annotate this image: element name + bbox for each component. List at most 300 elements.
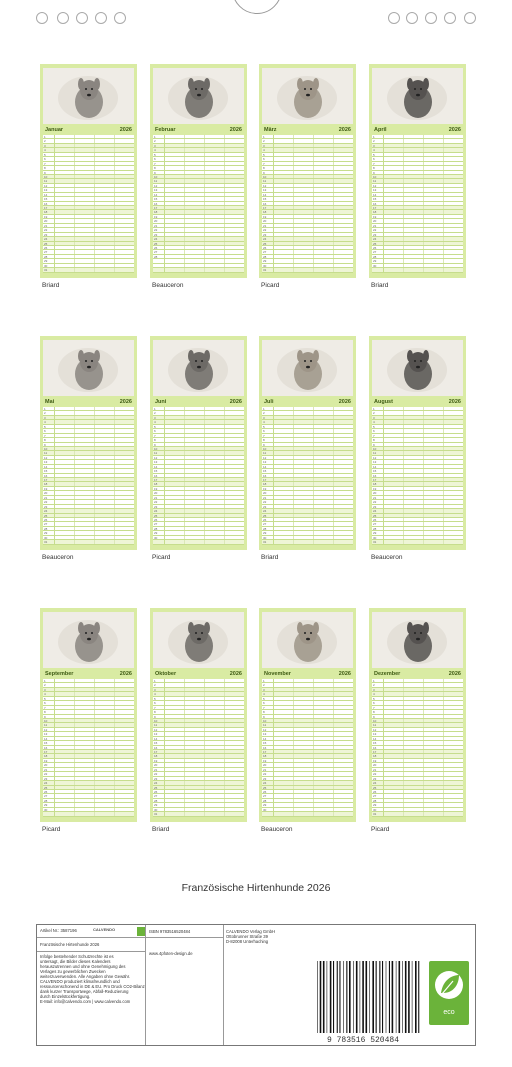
entry-cell[interactable] (314, 763, 334, 766)
entry-cell[interactable] (424, 210, 444, 213)
entry-cell[interactable] (444, 416, 463, 419)
entry-cell[interactable] (185, 491, 205, 494)
entry-cell[interactable] (444, 175, 463, 178)
entry-cell[interactable] (384, 688, 404, 691)
entry-cell[interactable] (165, 148, 185, 151)
entry-cell[interactable] (225, 228, 244, 231)
entry-cell[interactable] (424, 478, 444, 481)
entry-cell[interactable] (384, 139, 404, 142)
entry-cell[interactable] (185, 496, 205, 499)
entry-cell[interactable] (225, 750, 244, 753)
entry-cell[interactable] (424, 505, 444, 508)
entry-cell[interactable] (294, 697, 314, 700)
entry-cell[interactable] (444, 233, 463, 236)
entry-cell[interactable] (55, 741, 75, 744)
entry-cell[interactable] (95, 803, 115, 806)
entry-cell[interactable] (55, 518, 75, 521)
entry-cell[interactable] (384, 777, 404, 780)
entry-cell[interactable] (225, 153, 244, 156)
entry-cell[interactable] (404, 197, 424, 200)
entry-cell[interactable] (225, 781, 244, 784)
entry-cell[interactable] (185, 166, 205, 169)
entry-cell[interactable] (294, 715, 314, 718)
entry-cell[interactable] (165, 157, 185, 160)
entry-cell[interactable] (424, 474, 444, 477)
entry-cell[interactable] (294, 522, 314, 525)
entry-cell[interactable] (95, 171, 115, 174)
entry-cell[interactable] (424, 242, 444, 245)
entry-cell[interactable] (205, 264, 225, 267)
entry-cell[interactable] (334, 487, 353, 490)
entry-cell[interactable] (274, 153, 294, 156)
entry-cell[interactable] (115, 500, 134, 503)
entry-cell[interactable] (75, 202, 95, 205)
entry-cell[interactable] (185, 799, 205, 802)
entry-cell[interactable] (55, 522, 75, 525)
entry-cell[interactable] (95, 750, 115, 753)
entry-cell[interactable] (424, 451, 444, 454)
entry-cell[interactable] (314, 527, 334, 530)
entry-cell[interactable] (205, 210, 225, 213)
entry-cell[interactable] (384, 500, 404, 503)
entry-cell[interactable] (384, 206, 404, 209)
entry-cell[interactable] (205, 268, 225, 271)
entry-cell[interactable] (334, 478, 353, 481)
entry-cell[interactable] (384, 540, 404, 543)
entry-cell[interactable] (334, 799, 353, 802)
entry-cell[interactable] (75, 474, 95, 477)
entry-cell[interactable] (384, 438, 404, 441)
entry-cell[interactable] (205, 242, 225, 245)
entry-cell[interactable] (404, 210, 424, 213)
entry-cell[interactable] (75, 224, 95, 227)
entry-cell[interactable] (384, 259, 404, 262)
entry-cell[interactable] (404, 759, 424, 762)
entry-cell[interactable] (225, 250, 244, 253)
entry-cell[interactable] (165, 264, 185, 267)
entry-cell[interactable] (225, 443, 244, 446)
entry-cell[interactable] (294, 144, 314, 147)
entry-cell[interactable] (165, 518, 185, 521)
entry-cell[interactable] (55, 803, 75, 806)
entry-cell[interactable] (404, 465, 424, 468)
entry-cell[interactable] (55, 179, 75, 182)
entry-cell[interactable] (115, 425, 134, 428)
entry-cell[interactable] (384, 741, 404, 744)
entry-cell[interactable] (314, 746, 334, 749)
entry-cell[interactable] (205, 750, 225, 753)
entry-cell[interactable] (55, 228, 75, 231)
entry-cell[interactable] (95, 808, 115, 811)
entry-cell[interactable] (314, 710, 334, 713)
entry-cell[interactable] (274, 701, 294, 704)
entry-cell[interactable] (185, 197, 205, 200)
entry-cell[interactable] (384, 746, 404, 749)
entry-cell[interactable] (185, 706, 205, 709)
entry-cell[interactable] (95, 202, 115, 205)
entry-cell[interactable] (294, 210, 314, 213)
entry-cell[interactable] (334, 264, 353, 267)
entry-cell[interactable] (314, 540, 334, 543)
entry-cell[interactable] (404, 701, 424, 704)
entry-cell[interactable] (55, 794, 75, 797)
entry-cell[interactable] (75, 451, 95, 454)
entry-cell[interactable] (165, 514, 185, 517)
entry-cell[interactable] (294, 162, 314, 165)
entry-cell[interactable] (205, 219, 225, 222)
entry-cell[interactable] (404, 697, 424, 700)
entry-cell[interactable] (95, 781, 115, 784)
entry-cell[interactable] (185, 215, 205, 218)
entry-cell[interactable] (384, 219, 404, 222)
entry-cell[interactable] (95, 460, 115, 463)
entry-cell[interactable] (225, 514, 244, 517)
entry-cell[interactable] (225, 799, 244, 802)
entry-cell[interactable] (185, 407, 205, 410)
entry-cell[interactable] (294, 188, 314, 191)
entry-cell[interactable] (95, 772, 115, 775)
entry-cell[interactable] (165, 732, 185, 735)
entry-cell[interactable] (424, 171, 444, 174)
entry-cell[interactable] (115, 233, 134, 236)
entry-cell[interactable] (424, 803, 444, 806)
entry-cell[interactable] (165, 679, 185, 682)
entry-cell[interactable] (424, 518, 444, 521)
entry-cell[interactable] (294, 527, 314, 530)
entry-cell[interactable] (314, 732, 334, 735)
entry-cell[interactable] (205, 808, 225, 811)
entry-cell[interactable] (404, 188, 424, 191)
entry-cell[interactable] (314, 750, 334, 753)
entry-cell[interactable] (225, 768, 244, 771)
entry-cell[interactable] (384, 728, 404, 731)
entry-cell[interactable] (314, 683, 334, 686)
entry-cell[interactable] (424, 491, 444, 494)
entry-cell[interactable] (384, 509, 404, 512)
entry-cell[interactable] (384, 527, 404, 530)
entry-cell[interactable] (404, 166, 424, 169)
entry-cell[interactable] (165, 719, 185, 722)
entry-cell[interactable] (314, 500, 334, 503)
entry-cell[interactable] (115, 268, 134, 271)
entry-cell[interactable] (95, 255, 115, 258)
entry-cell[interactable] (314, 268, 334, 271)
entry-cell[interactable] (115, 144, 134, 147)
entry-cell[interactable] (424, 219, 444, 222)
entry-cell[interactable] (404, 242, 424, 245)
entry-cell[interactable] (384, 264, 404, 267)
entry-cell[interactable] (55, 215, 75, 218)
entry-cell[interactable] (225, 144, 244, 147)
entry-cell[interactable] (404, 531, 424, 534)
entry-cell[interactable] (444, 540, 463, 543)
entry-cell[interactable] (444, 741, 463, 744)
entry-cell[interactable] (115, 443, 134, 446)
entry-cell[interactable] (334, 474, 353, 477)
entry-cell[interactable] (384, 781, 404, 784)
entry-cell[interactable] (334, 242, 353, 245)
entry-cell[interactable] (334, 184, 353, 187)
entry-cell[interactable] (115, 759, 134, 762)
entry-cell[interactable] (424, 715, 444, 718)
entry-cell[interactable] (185, 505, 205, 508)
entry-cell[interactable] (115, 737, 134, 740)
entry-cell[interactable] (185, 162, 205, 165)
entry-cell[interactable] (55, 434, 75, 437)
entry-cell[interactable] (75, 233, 95, 236)
entry-cell[interactable] (334, 509, 353, 512)
entry-cell[interactable] (404, 416, 424, 419)
entry-cell[interactable] (294, 259, 314, 262)
entry-cell[interactable] (404, 425, 424, 428)
entry-cell[interactable] (225, 411, 244, 414)
entry-cell[interactable] (95, 500, 115, 503)
entry-cell[interactable] (225, 723, 244, 726)
entry-cell[interactable] (115, 790, 134, 793)
entry-cell[interactable] (404, 148, 424, 151)
entry-cell[interactable] (185, 259, 205, 262)
entry-cell[interactable] (404, 786, 424, 789)
entry-cell[interactable] (424, 719, 444, 722)
entry-cell[interactable] (205, 407, 225, 410)
entry-cell[interactable] (314, 803, 334, 806)
entry-cell[interactable] (55, 202, 75, 205)
entry-cell[interactable] (205, 514, 225, 517)
entry-cell[interactable] (424, 135, 444, 138)
entry-cell[interactable] (334, 768, 353, 771)
entry-cell[interactable] (384, 683, 404, 686)
entry-cell[interactable] (165, 219, 185, 222)
entry-cell[interactable] (444, 188, 463, 191)
entry-cell[interactable] (185, 768, 205, 771)
entry-cell[interactable] (314, 728, 334, 731)
entry-cell[interactable] (274, 772, 294, 775)
entry-cell[interactable] (225, 786, 244, 789)
entry-cell[interactable] (55, 250, 75, 253)
entry-cell[interactable] (95, 728, 115, 731)
entry-cell[interactable] (424, 411, 444, 414)
entry-cell[interactable] (424, 697, 444, 700)
entry-cell[interactable] (294, 777, 314, 780)
entry-cell[interactable] (384, 706, 404, 709)
entry-cell[interactable] (95, 790, 115, 793)
entry-cell[interactable] (314, 460, 334, 463)
entry-cell[interactable] (95, 794, 115, 797)
entry-cell[interactable] (115, 487, 134, 490)
entry-cell[interactable] (444, 246, 463, 249)
entry-cell[interactable] (95, 491, 115, 494)
entry-cell[interactable] (384, 737, 404, 740)
entry-cell[interactable] (225, 692, 244, 695)
entry-cell[interactable] (294, 794, 314, 797)
entry-cell[interactable] (314, 407, 334, 410)
entry-cell[interactable] (165, 487, 185, 490)
entry-cell[interactable] (115, 465, 134, 468)
entry-cell[interactable] (225, 416, 244, 419)
entry-cell[interactable] (165, 465, 185, 468)
entry-cell[interactable] (424, 799, 444, 802)
entry-cell[interactable] (75, 491, 95, 494)
entry-cell[interactable] (205, 812, 225, 815)
entry-cell[interactable] (424, 434, 444, 437)
entry-cell[interactable] (334, 157, 353, 160)
entry-cell[interactable] (314, 514, 334, 517)
entry-cell[interactable] (404, 237, 424, 240)
entry-cell[interactable] (185, 425, 205, 428)
entry-cell[interactable] (314, 416, 334, 419)
entry-cell[interactable] (205, 447, 225, 450)
entry-cell[interactable] (75, 162, 95, 165)
entry-cell[interactable] (294, 759, 314, 762)
entry-cell[interactable] (205, 259, 225, 262)
entry-cell[interactable] (314, 741, 334, 744)
entry-cell[interactable] (225, 741, 244, 744)
entry-cell[interactable] (404, 772, 424, 775)
entry-cell[interactable] (165, 478, 185, 481)
entry-cell[interactable] (444, 135, 463, 138)
entry-cell[interactable] (404, 808, 424, 811)
entry-cell[interactable] (55, 171, 75, 174)
entry-cell[interactable] (75, 697, 95, 700)
entry-cell[interactable] (384, 482, 404, 485)
entry-cell[interactable] (314, 456, 334, 459)
entry-cell[interactable] (55, 759, 75, 762)
entry-cell[interactable] (404, 135, 424, 138)
entry-cell[interactable] (384, 228, 404, 231)
entry-cell[interactable] (205, 781, 225, 784)
entry-cell[interactable] (55, 456, 75, 459)
entry-cell[interactable] (75, 420, 95, 423)
entry-cell[interactable] (75, 193, 95, 196)
entry-cell[interactable] (294, 803, 314, 806)
entry-cell[interactable] (205, 250, 225, 253)
entry-cell[interactable] (444, 794, 463, 797)
entry-cell[interactable] (334, 688, 353, 691)
entry-cell[interactable] (165, 692, 185, 695)
entry-cell[interactable] (115, 237, 134, 240)
entry-cell[interactable] (225, 237, 244, 240)
entry-cell[interactable] (314, 496, 334, 499)
entry-cell[interactable] (314, 219, 334, 222)
entry-cell[interactable] (115, 148, 134, 151)
entry-cell[interactable] (185, 808, 205, 811)
entry-cell[interactable] (165, 246, 185, 249)
entry-cell[interactable] (115, 219, 134, 222)
entry-cell[interactable] (55, 790, 75, 793)
entry-cell[interactable] (75, 754, 95, 757)
entry-cell[interactable] (384, 491, 404, 494)
entry-cell[interactable] (294, 496, 314, 499)
entry-cell[interactable] (115, 474, 134, 477)
entry-cell[interactable] (404, 679, 424, 682)
entry-cell[interactable] (334, 469, 353, 472)
entry-cell[interactable] (294, 465, 314, 468)
entry-cell[interactable] (404, 794, 424, 797)
entry-cell[interactable] (314, 246, 334, 249)
entry-cell[interactable] (185, 171, 205, 174)
entry-cell[interactable] (185, 188, 205, 191)
entry-cell[interactable] (95, 144, 115, 147)
entry-cell[interactable] (115, 527, 134, 530)
entry-cell[interactable] (424, 754, 444, 757)
entry-cell[interactable] (384, 522, 404, 525)
entry-cell[interactable] (294, 679, 314, 682)
entry-cell[interactable] (384, 268, 404, 271)
entry-cell[interactable] (95, 162, 115, 165)
entry-cell[interactable] (165, 710, 185, 713)
entry-cell[interactable] (205, 233, 225, 236)
entry-cell[interactable] (424, 447, 444, 450)
entry-cell[interactable] (95, 487, 115, 490)
entry-cell[interactable] (185, 478, 205, 481)
entry-cell[interactable] (424, 224, 444, 227)
entry-cell[interactable] (165, 456, 185, 459)
entry-cell[interactable] (95, 692, 115, 695)
entry-cell[interactable] (404, 500, 424, 503)
entry-cell[interactable] (444, 451, 463, 454)
entry-cell[interactable] (95, 741, 115, 744)
entry-cell[interactable] (165, 224, 185, 227)
entry-cell[interactable] (314, 259, 334, 262)
entry-cell[interactable] (334, 808, 353, 811)
entry-cell[interactable] (95, 482, 115, 485)
entry-cell[interactable] (424, 237, 444, 240)
entry-cell[interactable] (274, 171, 294, 174)
entry-cell[interactable] (314, 264, 334, 267)
entry-cell[interactable] (444, 202, 463, 205)
entry-cell[interactable] (115, 701, 134, 704)
entry-cell[interactable] (384, 148, 404, 151)
entry-cell[interactable] (424, 429, 444, 432)
entry-cell[interactable] (205, 701, 225, 704)
entry-cell[interactable] (444, 522, 463, 525)
entry-cell[interactable] (115, 536, 134, 539)
entry-cell[interactable] (205, 732, 225, 735)
entry-cell[interactable] (55, 148, 75, 151)
entry-cell[interactable] (424, 496, 444, 499)
entry-cell[interactable] (225, 487, 244, 490)
entry-cell[interactable] (404, 171, 424, 174)
entry-cell[interactable] (424, 465, 444, 468)
entry-cell[interactable] (314, 522, 334, 525)
entry-cell[interactable] (384, 750, 404, 753)
entry-cell[interactable] (384, 237, 404, 240)
entry-cell[interactable] (75, 683, 95, 686)
entry-cell[interactable] (55, 210, 75, 213)
entry-cell[interactable] (185, 153, 205, 156)
entry-cell[interactable] (115, 808, 134, 811)
entry-cell[interactable] (165, 202, 185, 205)
entry-cell[interactable] (205, 157, 225, 160)
entry-cell[interactable] (225, 438, 244, 441)
entry-cell[interactable] (444, 688, 463, 691)
entry-cell[interactable] (294, 224, 314, 227)
entry-cell[interactable] (75, 732, 95, 735)
entry-cell[interactable] (165, 135, 185, 138)
entry-cell[interactable] (294, 443, 314, 446)
entry-cell[interactable] (444, 171, 463, 174)
entry-cell[interactable] (55, 812, 75, 815)
entry-cell[interactable] (444, 803, 463, 806)
entry-cell[interactable] (274, 531, 294, 534)
entry-cell[interactable] (384, 697, 404, 700)
entry-cell[interactable] (274, 683, 294, 686)
entry-cell[interactable] (274, 465, 294, 468)
entry-cell[interactable] (165, 197, 185, 200)
entry-cell[interactable] (314, 759, 334, 762)
entry-cell[interactable] (95, 237, 115, 240)
entry-cell[interactable] (334, 438, 353, 441)
